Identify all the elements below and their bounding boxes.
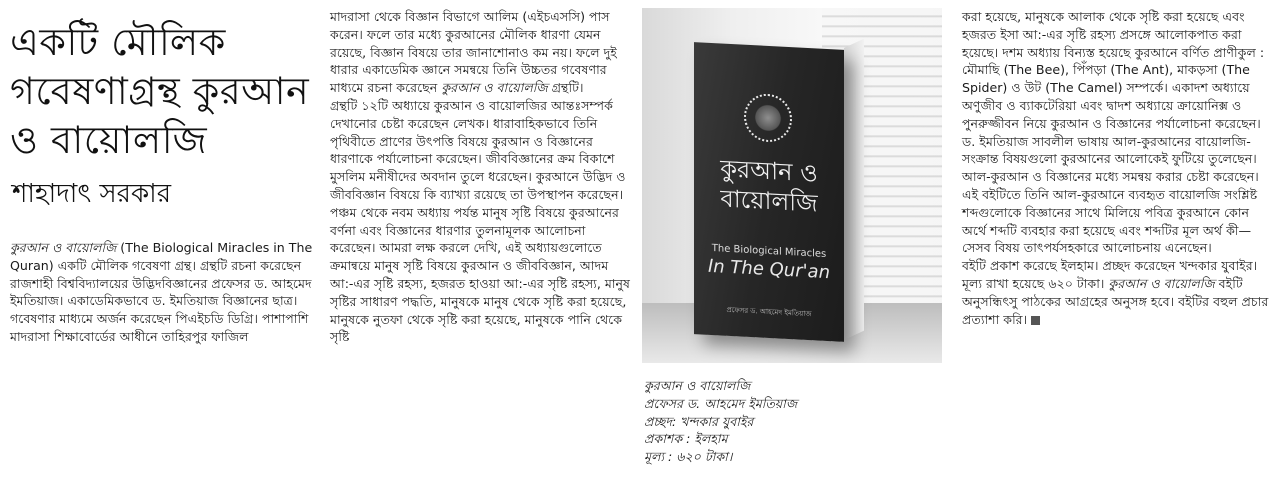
paragraph: গ্রন্থটি ১২টি অধ্যায়ে কুরআন ও বায়োলজির আন্তঃসম্পর্ক দেখানোর চেষ্টা করেছেন লেখক। ধারাবাহিকভাবে তিনি পৃথিবীতে প্রাণের উৎপত্তি বিষয়ে কুরআন ও বিজ্ঞানের ধারণাকে পর্যালোচনা করেছেন। জীববিজ্ঞানের ক্রম বিকাশে মুসলিম মনীষীদের অবদান তুলে ধরেছেন। কুরআনে উদ্ভিদ ও জীববিজ্ঞান বিষয়ে কি ব্যাখ্যা রয়েছে তা উপস্থাপন করেছেন। পঞ্চম থেকে নবম অধ্যায় পর্যন্ত মানুষ সৃষ্টি বিষয়ে কুরআনের বর্ণনা এবং বিজ্ঞানের ধারণার তুলনামূলক আলোচনা করেছেন। আমরা লক্ষ করলে দেখি, এই অধ্যায়গুলোতে ক্রমান্বয়ে মানুষ সৃষ্টি বিষয়ে কুরআন ও জীববিজ্ঞান, আদম আ:-এর সৃষ্টি রহস্য, হজরত হাওয়া আ:-এর সৃষ্টি রহস্য, মানুষ সৃষ্টির সাধারণ পদ্ধতি, মানুষকে মানুষ থেকে সৃষ্টি করা হয়েছে, মানুষকে নুতফা থেকে সৃষ্টি করা হয়েছে, মানুষকে পানি থেকে সৃষ্টি xyxy=(330,97,630,345)
book-title-italic: কুরআন ও বায়োলজি xyxy=(1108,275,1215,291)
book-title-italic: কুরআন ও বায়োলজি xyxy=(10,240,117,255)
byline: শাহাদাৎ সরকার xyxy=(12,179,171,209)
paragraph xyxy=(330,8,630,97)
book-cover xyxy=(694,42,844,342)
paragraph-text: (The Biological Miracles in The Quran) একটি মৌলিক গবেষণা গ্রন্থ। গ্রন্থটি রচনা করেছেন রাজশাহী বিশ্ববিদ্যালয়ের উদ্ভিদবিজ্ঞানের প্রফেসর ড. আহমেদ ইমতিয়াজ। একাডেমিকভাবে ড. ইমতিয়াজ বিজ্ঞানের ছাত্র। গবেষণার মাধ্যমে অর্জন করেছেন পিএইচডি ডিগ্রি। পাশাপাশি মাদরাসা শিক্ষাবোর্ডের আধীনে তাহিরপুর ফাজিল xyxy=(10,240,313,344)
column-3 xyxy=(642,0,942,466)
column-1 xyxy=(10,0,315,346)
column-4 xyxy=(962,8,1270,328)
paragraph xyxy=(10,239,315,346)
paragraph-text: গ্রন্থটি। xyxy=(547,80,584,96)
book-title-italic: কুরআন ও বায়োলজি xyxy=(441,80,548,96)
caption-line: কুরআন ও বায়োলজি xyxy=(644,378,751,393)
paragraph xyxy=(962,257,1270,328)
cover-author: প্রফেসর ড. আহমেদ ইমতিয়াজ xyxy=(726,305,812,319)
caption-line: প্রচ্ছদ: খন্দকার যুবাইর xyxy=(644,413,754,429)
cover-subtitle-2: In The Qur'an xyxy=(707,255,830,284)
column-2-body xyxy=(330,8,630,346)
paragraph: করা হয়েছে, মানুষকে আলাক থেকে সৃষ্টি করা হয়েছে এবং হজরত ইসা আ:-এর সৃষ্টি রহস্য প্রসঙ্গে আলোকপাত করা হয়েছে। দশম অধ্যায় বিন্যস্ত হয়েছে কুরআনে বর্ণিত প্রাণীকুল : মৌমাছি (The Bee), পিঁপড়া (The Ant), মাকড়সা (The Spider) ও উট (The Camel) সম্পর্কে। একাদশ অধ্যায়ে অণুজীব ও ব্যাকটেরিয়া এবং দ্বাদশ অধ্যায়ে ক্রায়োনিক্স ও পুনরুজ্জীবন নিয়ে কুরআন ও বিজ্ঞানের পর্যালোচনা করেছেন। ড. ইমতিয়াজ সাবলীল ভাষায় আল-কুরআনের বায়োলজি-সংক্রান্ত বিষয়গুলো কুরআনের আলোকেই ফুটিয়ে তুলেছেন। xyxy=(962,9,1265,167)
caption-line: মূল্য : ৬২০ টাকা। xyxy=(644,449,733,465)
headline: একটি মৌলিক গবেষণাগ্রন্থ কুরআন ও বায়োলজি xyxy=(10,20,310,162)
paragraph: আল-কুরআন ও বিজ্ঞানের মধ্যে সমন্বয় করার চেষ্টা করেছেন। এই বইটিতে তিনি আল-কুরআনে ব্যবহৃত বায়োলজি সংশ্লিষ্ট শব্দগুলোকে বিজ্ঞানের সাথে মিলিয়ে পবিত্র কুরআনে কোন অর্থে শব্দটি ব্যবহার করা হয়েছে এবং শব্দটির মূল অর্থ কী— সেসব বিষয় তাৎপর্যসহকারে আলোচনায় এনেছেন। xyxy=(962,169,1259,256)
cover-title: কুরআন ও বায়োলজি xyxy=(720,154,818,218)
paragraph-text: বইটি প্রকাশ করেছে ইলহাম। প্রচ্ছদ করেছেন খন্দকার যুবাইর। মূল্য রাখা হয়েছে ৬২০ টাকা। xyxy=(962,258,1258,291)
cover-subtitle: The Biological Miracles xyxy=(711,243,827,260)
caption-line: প্রকাশক : ইলহাম xyxy=(644,431,728,447)
photo-caption xyxy=(644,377,942,466)
end-mark-icon xyxy=(1031,316,1040,325)
column-2 xyxy=(330,8,630,346)
rosette-icon xyxy=(744,93,792,144)
column-4-body xyxy=(962,8,1270,328)
book-page-edge xyxy=(844,39,864,340)
paragraph-text: মাদরাসা থেকে বিজ্ঞান বিভাগে আলিম (এইচএসসি) পাস করেন। ফলে তার মধ্যে কুরআনের মৌলিক ধারণা যেমন রয়েছে, বিজ্ঞান বিষয়ে তার জানাশোনাও কম নয়। ফলে দুই ধারার একাডেমিক জ্ঞানে সমন্বয়ে তিনি উচ্চতর গবেষণার মাধ্যমে রচনা করেছেন xyxy=(330,9,617,96)
caption-line: প্রফেসর ড. আহমেদ ইমতিয়াজ xyxy=(644,395,798,411)
column-1-body xyxy=(10,239,315,346)
book-photo xyxy=(642,8,942,363)
paragraph-text: বইটি অনুসন্ধিৎসু পাঠকের আগ্রহের অনুসঙ্গ হবে। বইটির বহুল প্রচার প্রত্যাশা করি। xyxy=(962,275,1269,327)
